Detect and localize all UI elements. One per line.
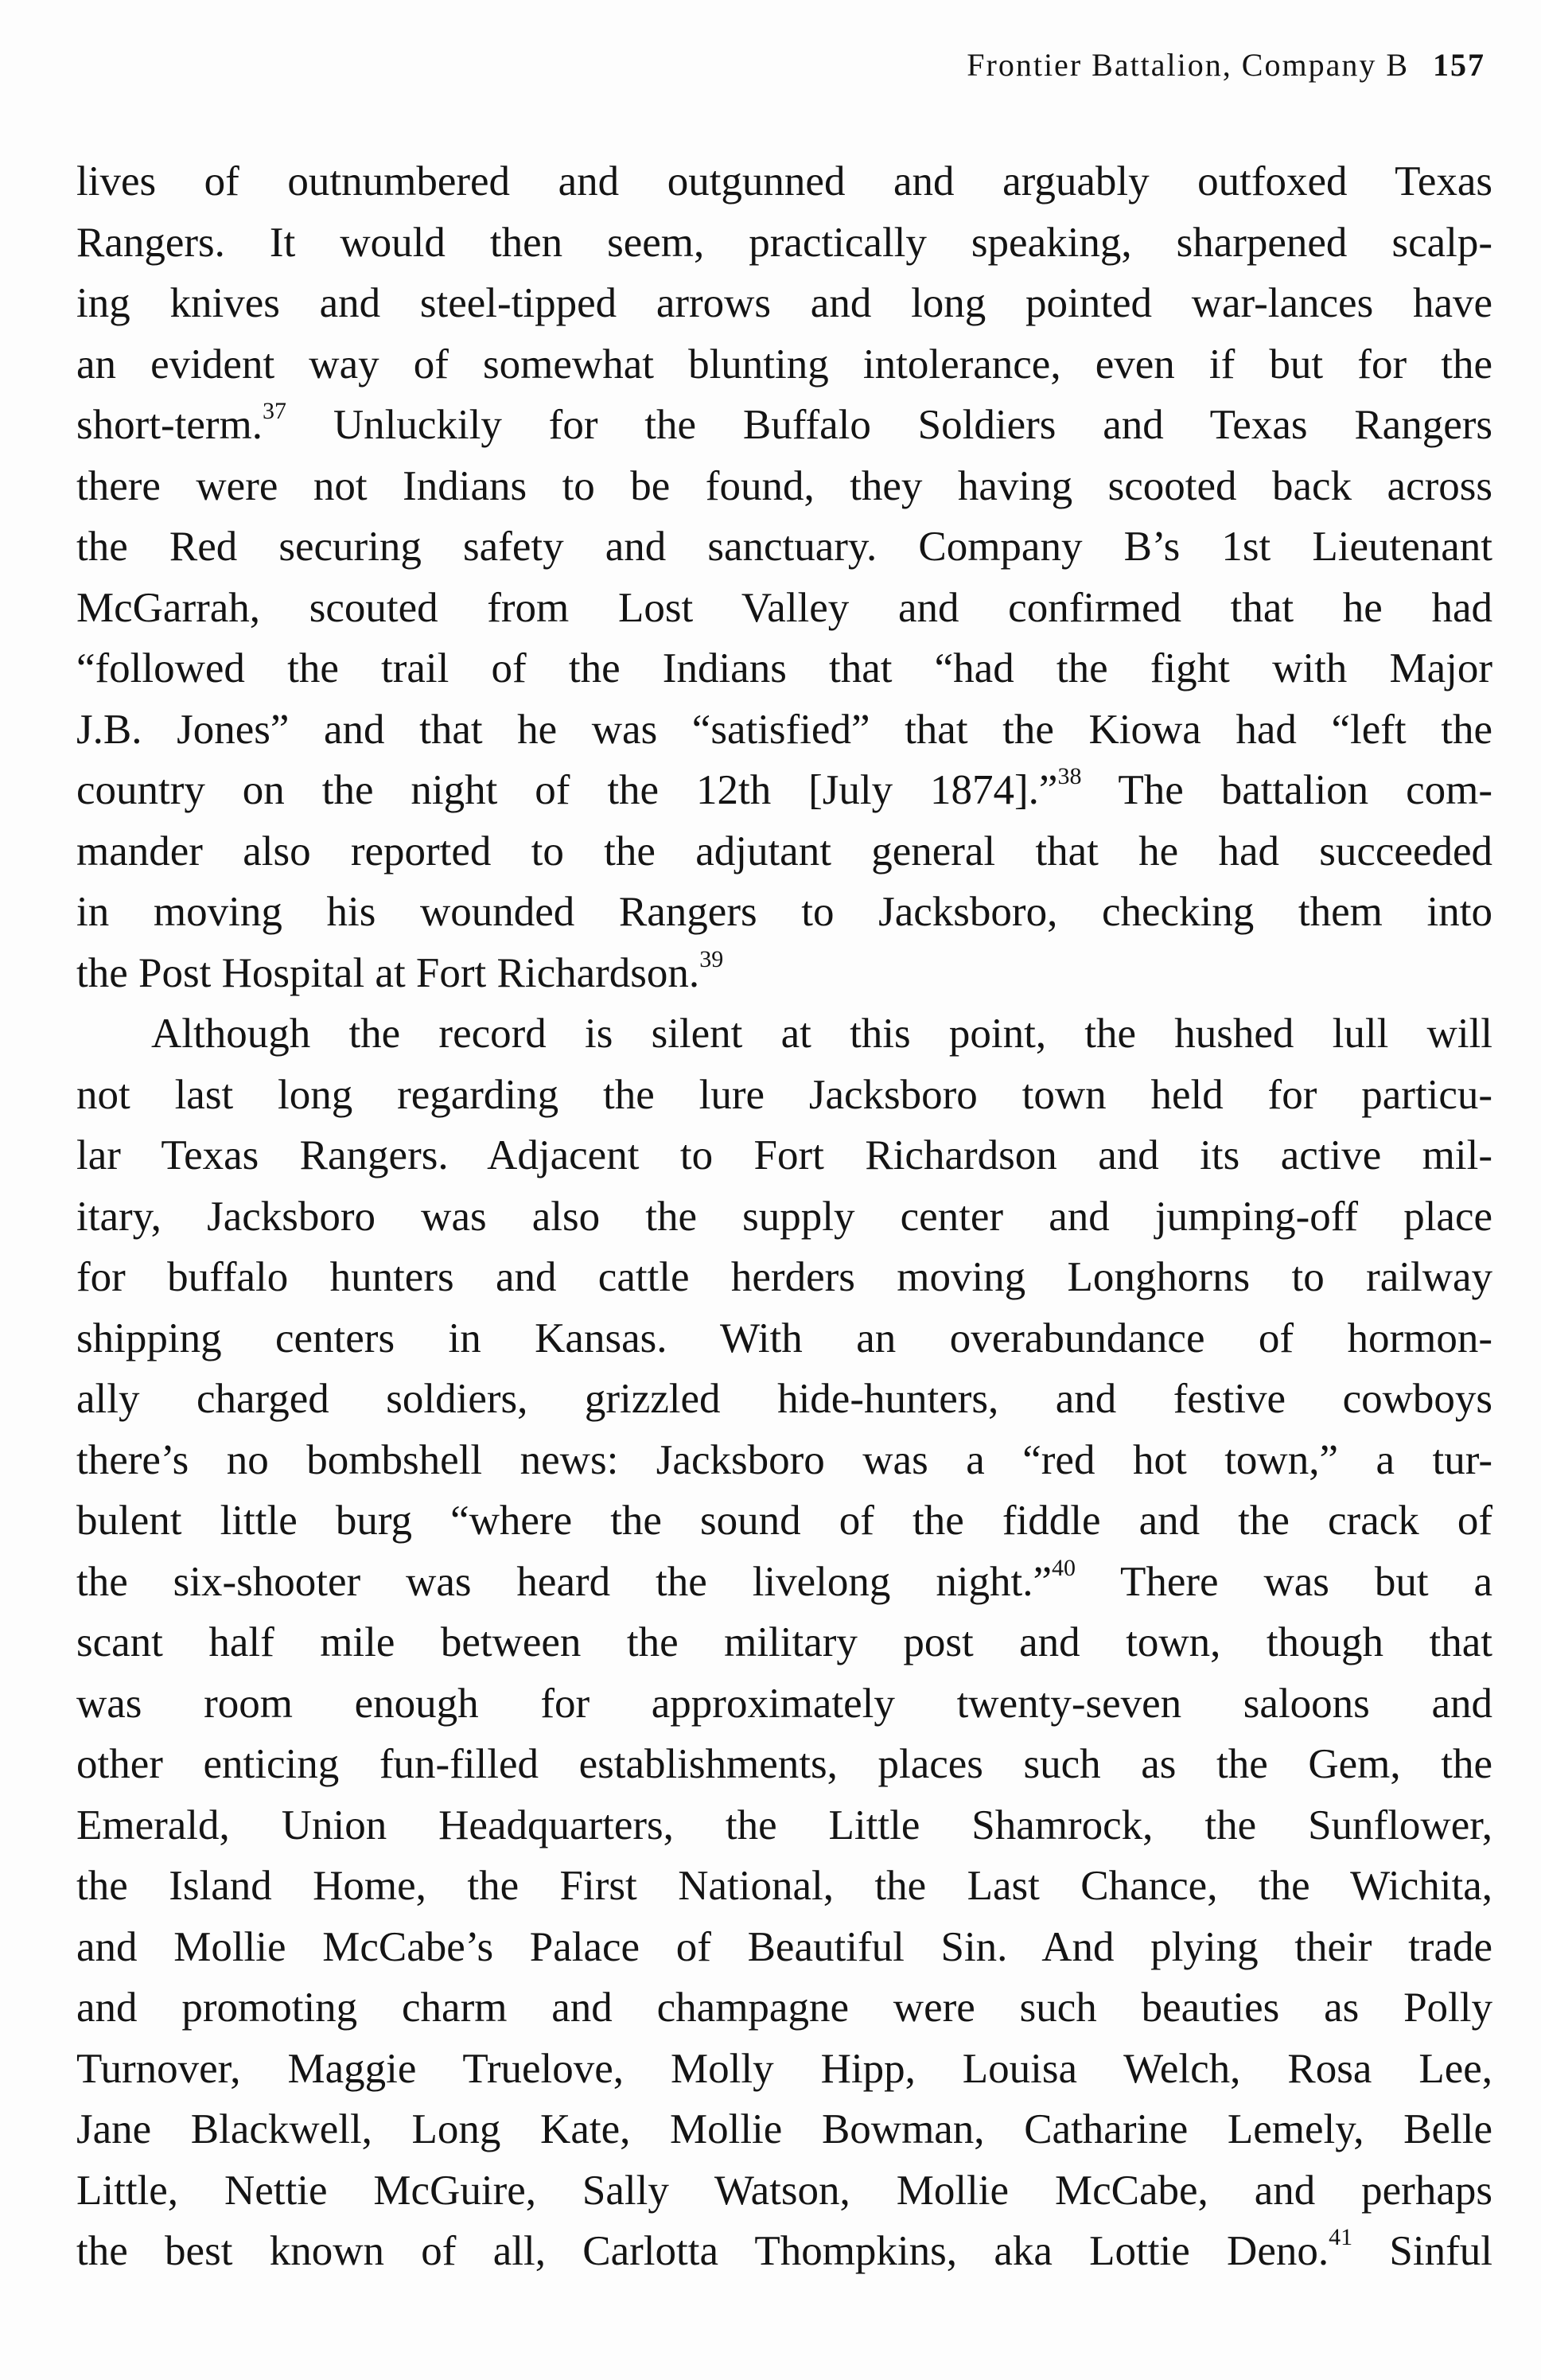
text-run: the best known of all, Carlotta Thompkins, aka Lottie Deno. xyxy=(76,2228,1329,2274)
text-run: J.B. Jones” and that he was “satisfied” that the Kiowa had “left the xyxy=(76,706,1492,753)
text-line xyxy=(76,1795,1492,1856)
text-run: Rangers. It would then seem, practically speaking, sharpened scalp- xyxy=(76,219,1492,266)
text-line xyxy=(76,1552,1492,1613)
text-line xyxy=(76,699,1492,761)
text-run: other enticing fun-filled establishments, places such as the Gem, the xyxy=(76,1741,1492,1787)
text-line xyxy=(76,1734,1492,1795)
text-run: Little, Nettie McGuire, Sally Watson, Mollie McCabe, and perhaps xyxy=(76,2167,1492,2214)
text-run: shipping centers in Kansas. With an overabundance of hormon- xyxy=(76,1315,1492,1361)
text-run: Sinful xyxy=(1352,2228,1492,2274)
text-run: the six-shooter was heard the livelong night.” xyxy=(76,1558,1053,1605)
footnote-marker: 38 xyxy=(1057,763,1082,790)
text-line xyxy=(76,456,1492,517)
text-run: an evident way of somewhat blunting intolerance, even if but for the xyxy=(76,341,1492,388)
text-line xyxy=(76,2221,1492,2282)
text-run: the Island Home, the First National, the Last Chance, the Wichita, xyxy=(76,1863,1492,1909)
text-run: mander also reported to the adjutant general that he had succeeded xyxy=(76,828,1492,874)
text-line xyxy=(76,1673,1492,1735)
text-line xyxy=(76,943,1492,1004)
text-line xyxy=(76,760,1492,821)
text-line xyxy=(76,1856,1492,1917)
text-run: and Mollie McCabe’s Palace of Beautiful Sin. And plying their trade xyxy=(76,1923,1492,1970)
text-line xyxy=(76,212,1492,274)
text-run: There was but a xyxy=(1076,1558,1492,1605)
running-head xyxy=(967,46,1485,84)
text-line xyxy=(76,2039,1492,2100)
text-run: not last long regarding the lure Jacksboro town held for particu- xyxy=(76,1071,1492,1118)
paragraph xyxy=(76,1003,1492,2282)
footnote-marker: 39 xyxy=(699,945,724,972)
text-run: and promoting charm and champagne were such beauties as Polly xyxy=(76,1985,1492,2031)
running-title: Frontier Battalion, Company B xyxy=(967,47,1409,83)
text-run: itary, Jacksboro was also the supply center and jumping-off place xyxy=(76,1193,1492,1240)
text-run: for buffalo hunters and cattle herders moving Longhorns to railway xyxy=(76,1254,1492,1300)
footnote-marker: 40 xyxy=(1052,1554,1076,1581)
text-line xyxy=(76,395,1492,456)
text-line xyxy=(76,821,1492,882)
text-run: Unluckily for the Buffalo Soldiers and Texas Rangers xyxy=(286,402,1492,448)
text-line xyxy=(76,578,1492,639)
text-run: the Post Hospital at Fort Richardson. xyxy=(76,949,700,996)
text-line xyxy=(76,1977,1492,2039)
text-line xyxy=(76,1917,1492,1978)
text-line xyxy=(76,1186,1492,1248)
text-run: Emerald, Union Headquarters, the Little Shamrock, the Sunflower, xyxy=(76,1802,1492,1848)
text-run: ally charged soldiers, grizzled hide-hunters, and festive cowboys xyxy=(76,1376,1492,1422)
text-line xyxy=(76,2099,1492,2160)
text-line xyxy=(76,1612,1492,1673)
text-line xyxy=(76,1369,1492,1430)
text-run: there were not Indians to be found, they having scooted back across xyxy=(76,462,1492,509)
text-run: in moving his wounded Rangers to Jacksboro, checking them into xyxy=(76,889,1492,935)
text-run: country on the night of the 12th [July 1874].” xyxy=(76,767,1058,813)
text-run: ing knives and steel-tipped arrows and long pointed war-lances have xyxy=(76,280,1492,326)
text-line xyxy=(76,151,1492,212)
text-run: scant half mile between the military post and town, though that xyxy=(76,1619,1492,1665)
text-line xyxy=(76,2160,1492,2222)
footnote-marker: 37 xyxy=(263,398,287,425)
text-line xyxy=(76,334,1492,395)
text-line xyxy=(76,1430,1492,1491)
text-run: Jane Blackwell, Long Kate, Mollie Bowman, Catharine Lemely, Belle xyxy=(76,2106,1492,2152)
text-run: lar Texas Rangers. Adjacent to Fort Richardson and its active mil- xyxy=(76,1132,1492,1178)
text-run: “followed the trail of the Indians that “had the fight with Major xyxy=(76,645,1492,691)
text-line xyxy=(76,1065,1492,1126)
text-run: Although the record is silent at this point, the hushed lull will xyxy=(151,1011,1492,1057)
text-run: The battalion com- xyxy=(1081,767,1492,813)
footnote-marker: 41 xyxy=(1329,2224,1353,2251)
text-run: was room enough for approximately twenty-seven saloons and xyxy=(76,1680,1492,1727)
text-run: McGarrah, scouted from Lost Valley and confirmed that he had xyxy=(76,584,1492,631)
text-run: Turnover, Maggie Truelove, Molly Hipp, Louisa Welch, Rosa Lee, xyxy=(76,2045,1492,2092)
page-number: 157 xyxy=(1433,47,1485,83)
text-line xyxy=(76,1125,1492,1186)
text-run: the Red securing safety and sanctuary. Company B’s 1st Lieutenant xyxy=(76,524,1492,570)
text-line xyxy=(76,882,1492,943)
text-line xyxy=(76,1247,1492,1308)
text-line xyxy=(76,273,1492,334)
paragraph xyxy=(76,151,1492,1003)
text-line xyxy=(76,1003,1492,1065)
text-run: bulent little burg “where the sound of the fiddle and the crack of xyxy=(76,1498,1492,1544)
text-line xyxy=(76,516,1492,578)
text-line xyxy=(76,638,1492,699)
text-line xyxy=(76,1490,1492,1552)
text-run: short-term. xyxy=(76,402,263,448)
text-line xyxy=(76,1308,1492,1369)
body-text xyxy=(76,151,1492,2282)
text-run: there’s no bombshell news: Jacksboro was a “red hot town,” a tur- xyxy=(76,1436,1492,1483)
text-run: lives of outnumbered and outgunned and arguably outfoxed Texas xyxy=(76,158,1492,205)
